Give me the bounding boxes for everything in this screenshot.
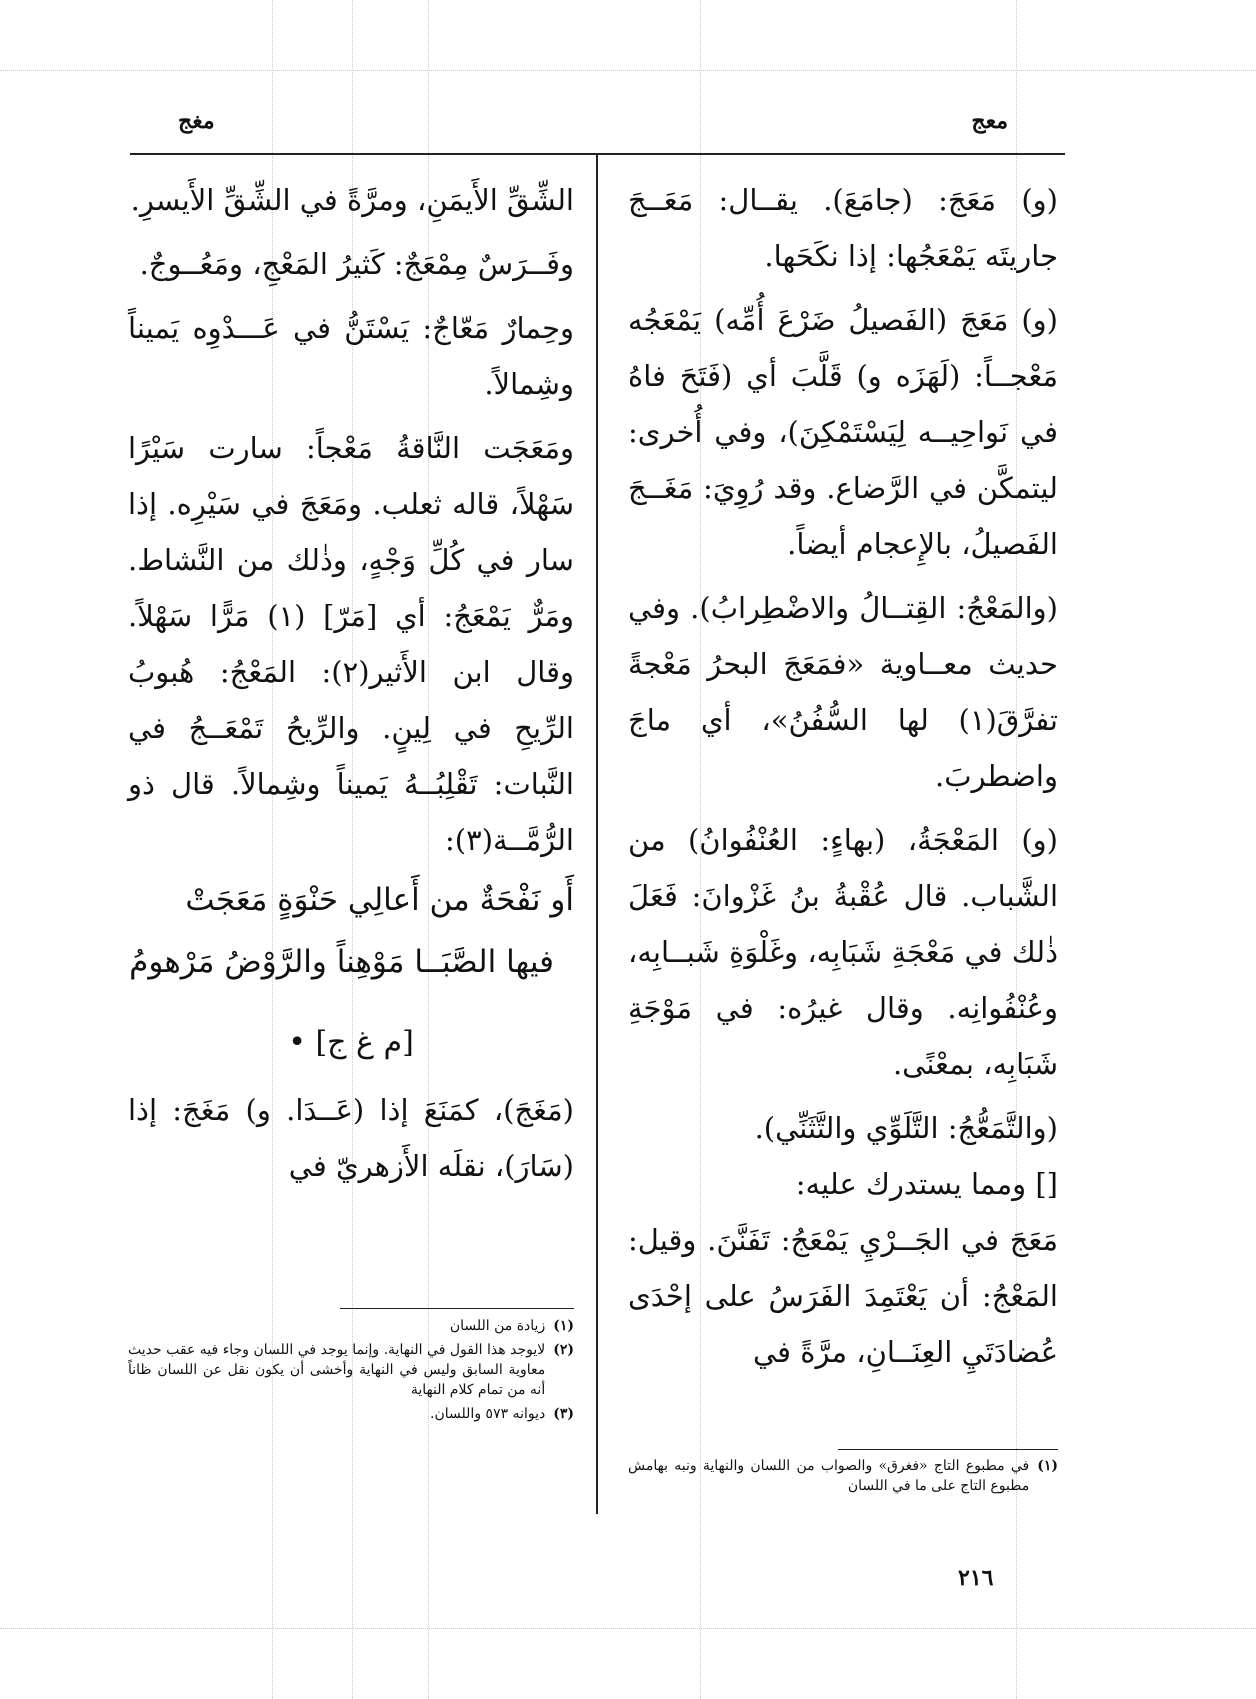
footnote (128, 1404, 574, 1424)
root-heading: [م غ ج] • (288, 1025, 414, 1060)
verse-line-2: فيها الصَّبَــا مَوْهِناً والرَّوْضُ مَرْهومُ (129, 944, 554, 980)
entry-paragraph: ومَعَجَت النَّاقةُ مَعْجاً: سارت سَيْرًا سَهْلاً، قاله ثعلب. ومَعَجَ في سَيْرِه. إذا سار في كُلِّ وَجْهٍ، وذٰلك من النَّشاط. ومَرٌّ يَمْعَجُ: أي [مَرّ] (١) مَرًّا سَهْلاً. وقال ابن الأَثير(٢): المَعْجُ: هُبوبُ الرِّيحِ في لِينٍ. والرِّيحُ تَمْعَــجُ في النَّبات: تَقْلِبُــهُ يَميناً وشِمالاً. قال ذو الرُّمَّــة(٣): (128, 431, 575, 857)
footnote-text: زيادة من اللسان (449, 1318, 546, 1334)
scan-guide-line (0, 70, 1256, 71)
entry-paragraph: (و) المَعْجَةُ، (بهاءٍ: العُنْفُوانُ) من الشَّباب. قال عُقْبةُ بنُ غَزْوانَ: فَعَلَ ذٰلك في مَعْجَةِ شَبَابِه، وغَلْوَةِ شَبــابِه، وعُنْفُوانِه. وقال غيرُه: في مَوْجَةِ شَبَابِه، بمعْنًى. (628, 823, 1058, 1081)
footnotes-left (128, 1316, 574, 1428)
entry-paragraph: وحِمارٌ مَعّاجٌ: يَسْتَنُّ في عَـــدْوِه يَميناً وشِمالاً. (128, 311, 574, 401)
right-column (628, 172, 1058, 1380)
footnote-rule (340, 1308, 574, 1309)
entry-paragraph: (و) مَعَجَ (الفَصيلُ ضَرْعَ أُمِّه) يَمْعَجُه مَعْجــاً: (لَهَزَه و) قَلَّبَ أي (فَتَحَ فاهُ في نَواحِيــه لِيَسْتَمْكِنَ)، وفي أُخرى: ليتمكَّن في الرَّضاع. وقد رُوِيَ: مَغَــجَ الفَصيلُ، بالإِعجام أيضاً. (628, 303, 1058, 561)
footnote (128, 1316, 574, 1336)
page-number: ٢١٦ (958, 1565, 994, 1591)
footnote-text: في مطبوع التاج «فغرق» والصواب من اللسان والنهاية ونبه بهامش مطبوع التاج على ما في اللسان (628, 1458, 1030, 1494)
footnote (128, 1340, 574, 1400)
footnote-number: (٣) (553, 1406, 574, 1422)
footnote-number: (٢) (553, 1342, 574, 1358)
scan-guide-line (0, 1628, 1256, 1629)
footnote (628, 1456, 1058, 1496)
verse-line-1: أَو نَفْحَةٌ من أَعالِي حَنْوَةٍ مَعَجَتْ (185, 882, 574, 918)
running-head-right: معج (971, 108, 1008, 134)
entry-paragraph: الشِّقِّ الأَيمَنِ، ومرَّةً في الشِّقِّ الأَيسرِ. (130, 183, 574, 217)
left-column (128, 172, 574, 1194)
footnote-rule (838, 1449, 1058, 1450)
footnote-text: لايوجد هذا القول في النهاية. وإنما يوجد في اللسان وجاء فيه عقب حديث معاوية السابق وليس في النهاية وأخشى أن يكون نقل عن اللسان ظاناً أنه من تمام كلام النهاية (128, 1342, 546, 1398)
entry-paragraph: وفَــرَسٌ مِمْعَجٌ: كَثيرُ المَعْجِ، ومَعُــوجٌ. (139, 247, 574, 281)
entry-paragraph: (و) مَعَجَ: (جامَعَ). يقــال: مَعَــجَ جاريتَه يَمْعَجُها: إذا نكَحَها. (628, 183, 1058, 273)
column-divider (596, 155, 598, 1514)
entry-paragraph: (والتَّمَعُّجُ: التَّلَوِّي والتَّثَنِّي). (754, 1111, 1058, 1145)
running-head-left: مغج (178, 108, 215, 134)
entry-paragraph: (والمَعْجُ: القِتــالُ والاضْطِرابُ). وفي حديث معــاوية «فمَعَجَ البحرُ مَعْجةً تفرَّقَ(١) لها السُّفُنُ»، أي ماجَ واضطربَ. (628, 591, 1058, 793)
entry-paragraph: [] ومما يستدرك عليه: (795, 1167, 1058, 1201)
entry-paragraph: (مَغَجَ)، كمَنَعَ إذا (عَــدَا. و) مَغَجَ: إذا (سَارَ)، نقلَه الأَزهريّ في (128, 1093, 574, 1183)
footnote-text: ديوانه ٥٧٣ واللسان. (430, 1406, 546, 1422)
entry-paragraph: مَعَجَ في الجَــرْيِ يَمْعَجُ: تَفَنَّنَ. وقيل: المَعْجُ: أن يَعْتَمِدَ الفَرَسُ على إحْدَى عُضادَتَيِ العِنَــانِ، مرَّةً في (628, 1223, 1058, 1369)
footnote-number: (١) (553, 1318, 574, 1334)
footnotes-right (628, 1456, 1058, 1500)
footnote-number: (١) (1037, 1458, 1058, 1474)
